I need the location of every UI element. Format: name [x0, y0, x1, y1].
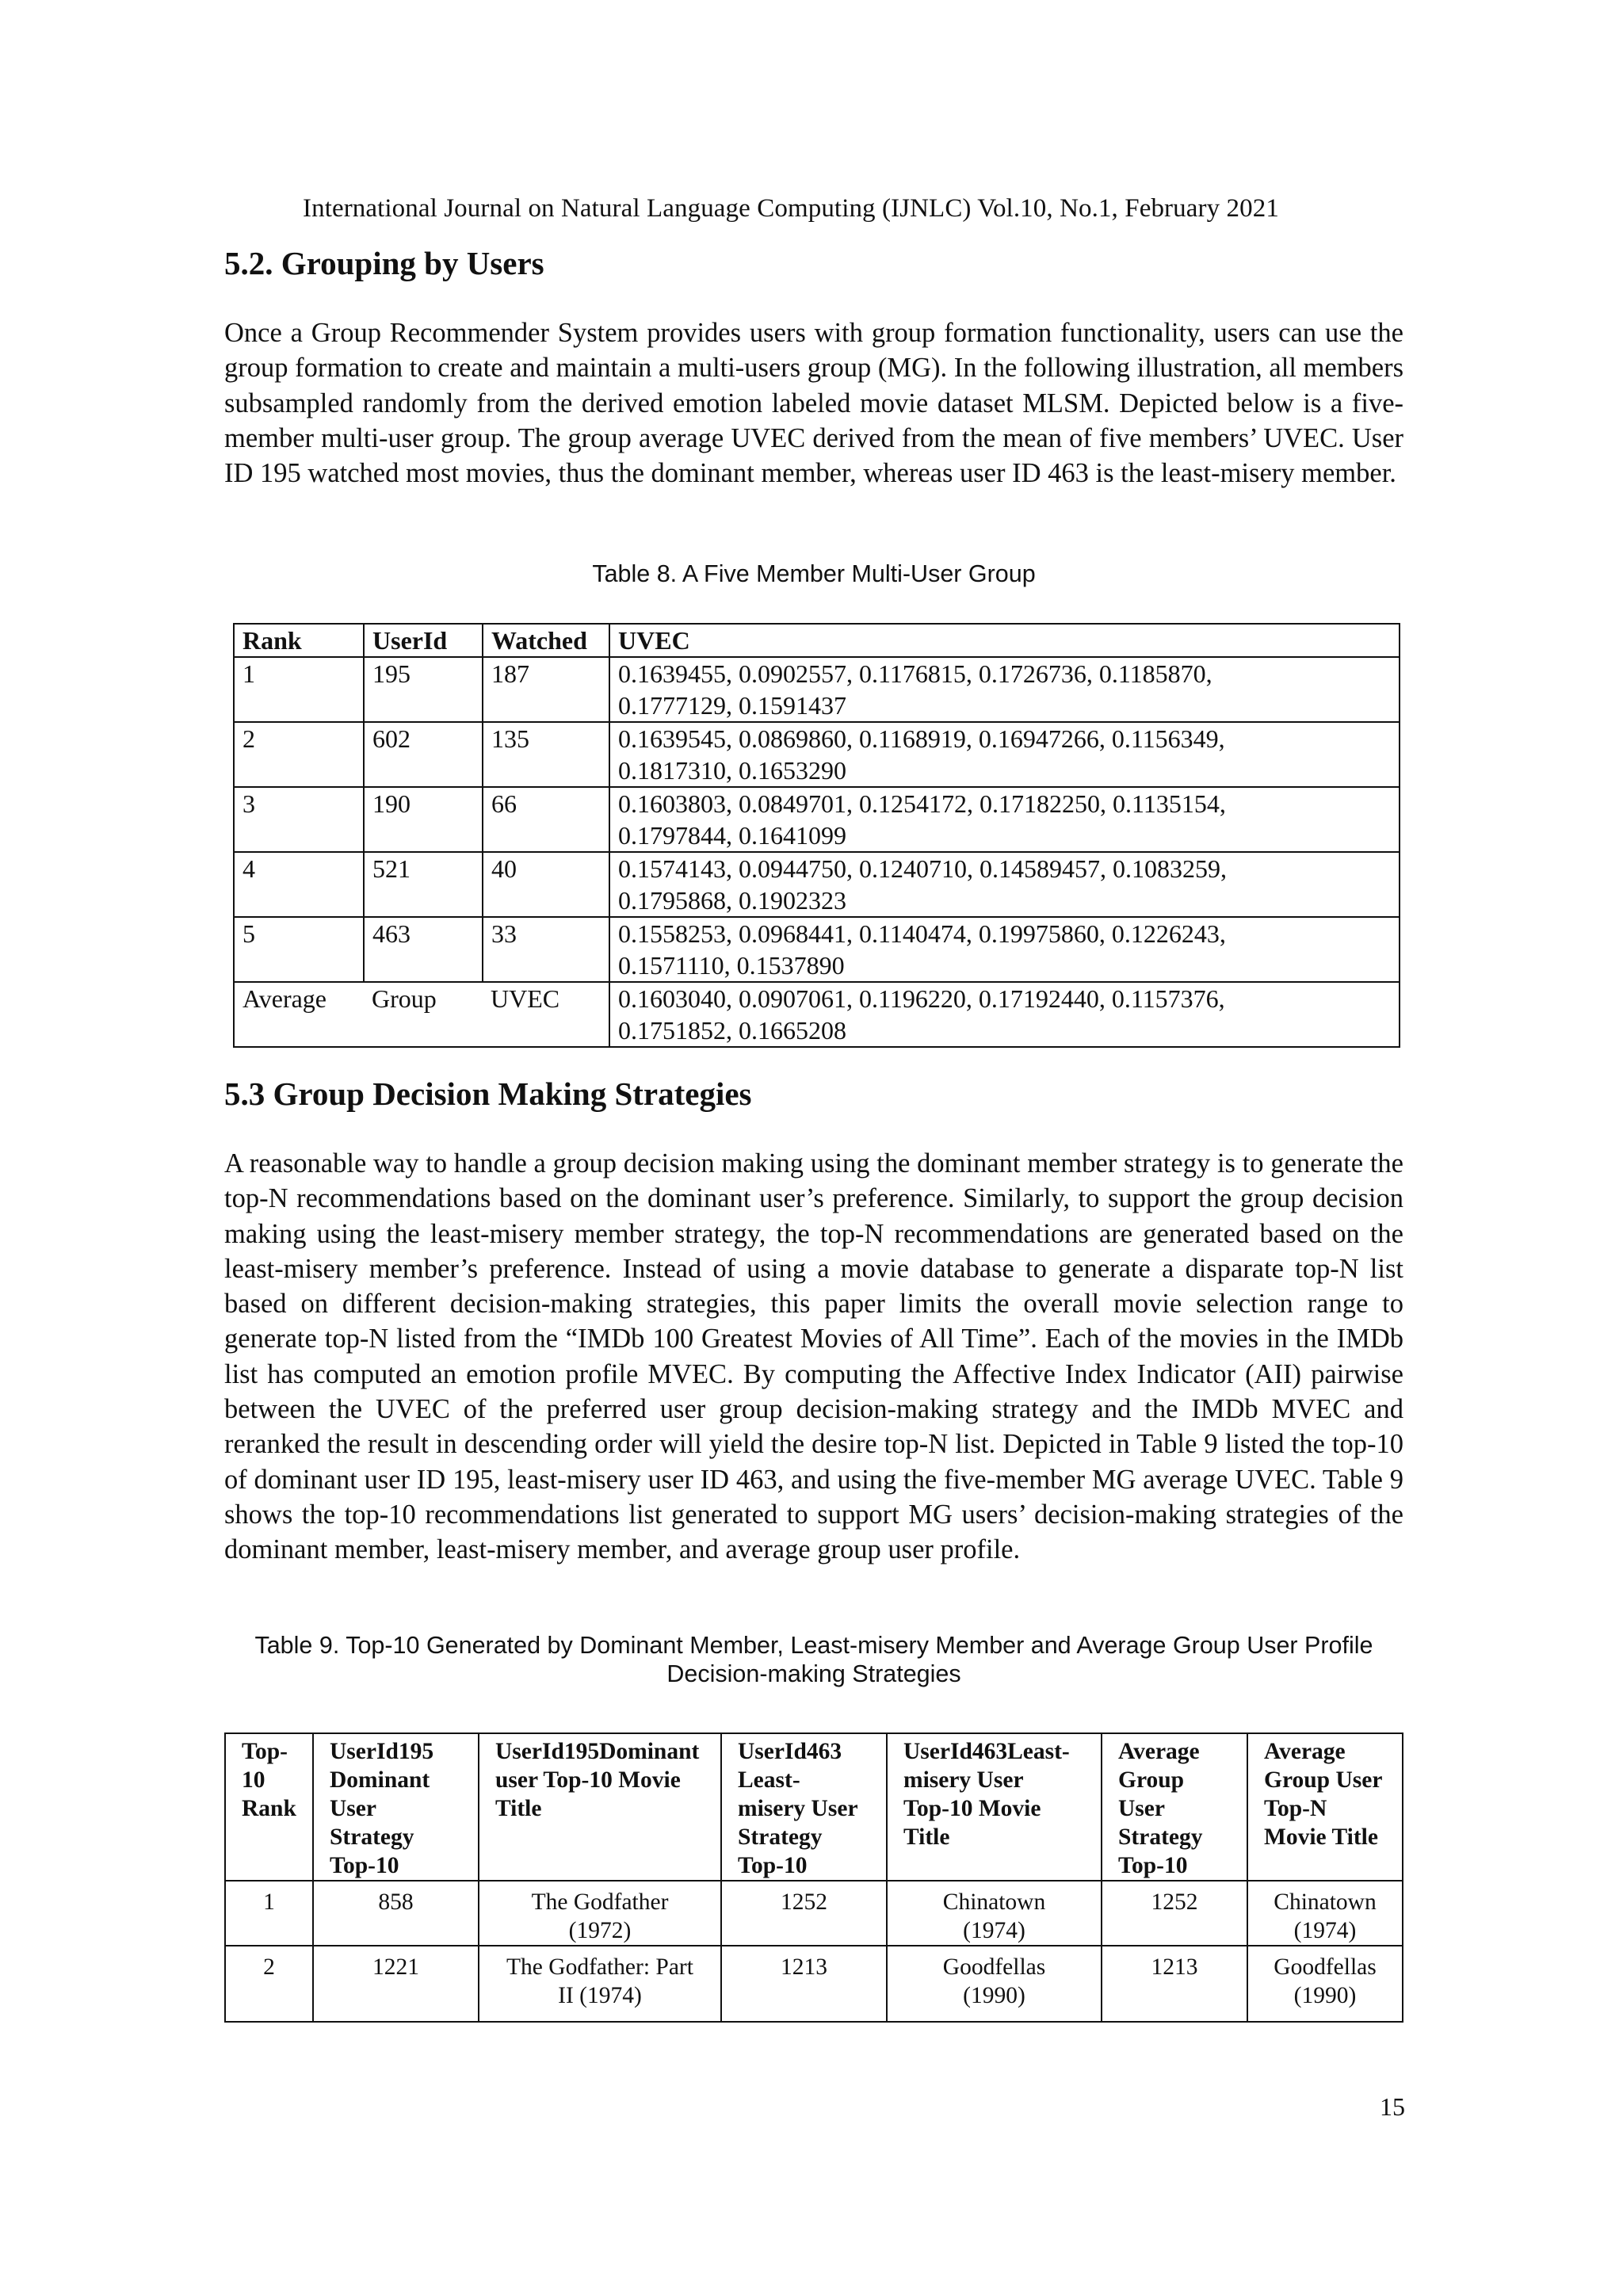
title-line: The Godfather: Part	[506, 1954, 693, 1980]
header-line: UserId463	[738, 1739, 842, 1764]
table9-caption-line: Decision-making Strategies	[666, 1660, 961, 1687]
header-line: Strategy	[1118, 1824, 1203, 1850]
header-line: User	[1118, 1796, 1165, 1821]
title-line: (1990)	[1293, 1983, 1357, 2008]
uvec-line: 0.1639455, 0.0902557, 0.1176815, 0.1726736, 0.1185870,	[618, 659, 1212, 688]
header-line: Title	[495, 1796, 542, 1821]
uvec-line: 0.1751852, 0.1665208	[618, 1016, 846, 1045]
title-line: (1990)	[963, 1983, 1025, 2008]
paragraph-grouping-by-users: Once a Group Recommender System provides users with group formation functionality, users can use the group formation to create and maintain a multi-users group (MG). In the following illustration, all members subsampled randomly from the derived emotion labeled movie dataset MLSM. Depicted below is a five-member multi-user group. The group average UVEC derived from the mean of five members’ UVEC. User ID 195 watched most movies, thus the dominant member, whereas user ID 463 is the least-misery member.	[224, 318, 1403, 489]
header-line: Top-10	[1118, 1853, 1188, 1878]
table8-header-rank: Rank	[234, 624, 364, 657]
header-line: UserId463Least-	[903, 1739, 1070, 1764]
uvec-line: 0.1574143, 0.0944750, 0.1240710, 0.14589457, 0.1083259,	[618, 854, 1227, 883]
table8-cell-watched: 66	[483, 787, 609, 852]
title-line: II (1974)	[558, 1983, 642, 2008]
table-row	[225, 1946, 1403, 2022]
header-line: UserId195Dominant	[495, 1739, 700, 1764]
table9-cell-average-title	[1247, 1881, 1403, 1946]
table9-cell-least-misery-id: 1252	[721, 1881, 887, 1946]
title-line: Goodfellas	[942, 1954, 1046, 1980]
title-line: Chinatown	[942, 1889, 1046, 1915]
table8-cell-watched: 135	[483, 722, 609, 787]
table9-cell-least-misery-id: 1213	[721, 1946, 887, 2022]
header-line: Least-	[738, 1767, 800, 1793]
title-line: (1974)	[963, 1918, 1025, 1943]
table9-header-row	[225, 1733, 1403, 1881]
table9-header-average-strategy	[1102, 1733, 1247, 1881]
table8-cell-rank: 4	[234, 852, 364, 917]
running-header: International Journal on Natural Language Computing (IJNLC) Vol.10, No.1, February 2021	[303, 194, 1279, 223]
table8	[233, 623, 1400, 1048]
uvec-line: 0.1777129, 0.1591437	[618, 691, 846, 720]
header-line: user Top-10 Movie	[495, 1767, 681, 1793]
table8-cell-uvec	[609, 722, 1400, 787]
table8-cell-userid: 463	[364, 917, 483, 982]
table8-cell-rank: 5	[234, 917, 364, 982]
table9-header-dominant-title	[479, 1733, 721, 1881]
header-line: Strategy	[330, 1824, 414, 1850]
table8-cell-uvec	[609, 982, 1400, 1047]
header-line: misery User	[738, 1796, 858, 1821]
uvec-line: 0.1817310, 0.1653290	[618, 756, 846, 785]
table9-cell-average-id: 1252	[1102, 1881, 1247, 1946]
table8-header-userid: UserId	[364, 624, 483, 657]
table9-header-dominant-strategy	[313, 1733, 479, 1881]
header-line: 10	[242, 1767, 265, 1793]
table8-cell-uvec	[609, 852, 1400, 917]
table8-average-label: Average	[234, 982, 364, 1047]
header-line: misery User	[903, 1767, 1024, 1793]
title-line: Goodfellas	[1274, 1954, 1377, 1980]
section-heading-5-3: 5.3 Group Decision Making Strategies	[224, 1075, 752, 1112]
page-number: 15	[1380, 2092, 1405, 2121]
paragraph-group-decision-making: A reasonable way to handle a group decision making using the dominant member strategy is to generate the top-N recommendations based on the dominant user’s preference. Similarly, to support the group decision making using the least-misery member strategy, the top-N recommendations are generated based on the least-misery member’s preference. Instead of using a movie database to generate a disparate top-N list based on different decision-making strategies, this paper limits the overall movie selection range to generate top-N listed from the “IMDb 100 Greatest Movies of All Time”. Each of the movies in the IMDb list has computed an emotion profile MVEC. By computing the Affective Index Indicator (AII) pairwise between the UVEC of the preferred user group decision-making strategy and the IMDb MVEC and reranked the result in descending order will yield the desire top-N list. Depicted in Table 9 listed the top-10 of dominant user ID 195, least-misery user ID 463, and using the five-member MG average UVEC. Table 9 shows the top-10 recommendations list generated to support MG users’ decision-making strategies of the dominant member, least-misery member, and average group user profile.	[224, 1148, 1403, 1565]
header-line: Top-	[242, 1739, 288, 1764]
title-line: (1972)	[568, 1918, 632, 1943]
table9-header-least-misery-title	[887, 1733, 1102, 1881]
table9-cell-dominant-id: 858	[313, 1881, 479, 1946]
table9-cell-average-title	[1247, 1946, 1403, 2022]
header-line: Dominant	[330, 1767, 430, 1793]
table9-cell-dominant-title	[479, 1946, 721, 2022]
header-line: User	[330, 1796, 376, 1821]
table-row	[234, 657, 1400, 722]
uvec-line: 0.1797844, 0.1641099	[618, 821, 846, 850]
table8-cell-watched: 40	[483, 852, 609, 917]
table8-cell-userid: 602	[364, 722, 483, 787]
header-line: UserId195	[330, 1739, 434, 1764]
header-line: Rank	[242, 1796, 296, 1821]
table9-cell-least-misery-title	[887, 1881, 1102, 1946]
table9-header-least-misery-strategy	[721, 1733, 887, 1881]
table9-cell-dominant-title	[479, 1881, 721, 1946]
header-line: Average	[1264, 1739, 1346, 1764]
table8-cell-watched: 33	[483, 917, 609, 982]
table9	[224, 1733, 1403, 2023]
uvec-line: 0.1558253, 0.0968441, 0.1140474, 0.19975860, 0.1226243,	[618, 919, 1226, 948]
table8-cell-uvec	[609, 657, 1400, 722]
table8-group-label: Group	[364, 982, 483, 1047]
title-line: (1974)	[1293, 1918, 1357, 1943]
table8-cell-userid: 521	[364, 852, 483, 917]
header-line: Group User	[1264, 1767, 1383, 1793]
uvec-line: 0.1603803, 0.0849701, 0.1254172, 0.17182250, 0.1135154,	[618, 789, 1226, 818]
table-row	[234, 787, 1400, 852]
table8-uvec-label: UVEC	[483, 982, 609, 1047]
uvec-line: 0.1639545, 0.0869860, 0.1168919, 0.16947266, 0.1156349,	[618, 724, 1225, 753]
table8-cell-watched: 187	[483, 657, 609, 722]
uvec-line: 0.1571110, 0.1537890	[618, 951, 845, 980]
table9-caption-line: Table 9. Top-10 Generated by Dominant Member, Least-misery Member and Average Group User Profile	[254, 1632, 1373, 1659]
table8-cell-userid: 190	[364, 787, 483, 852]
table9-cell-least-misery-title	[887, 1946, 1102, 2022]
table9-cell-dominant-id: 1221	[313, 1946, 479, 2022]
title-line: The Godfather	[531, 1889, 669, 1915]
table-row	[234, 917, 1400, 982]
table8-cell-rank: 1	[234, 657, 364, 722]
table9-caption	[224, 1631, 1403, 1688]
title-line: Chinatown	[1274, 1889, 1377, 1915]
table9-header-average-title	[1247, 1733, 1403, 1881]
section-heading-5-2: 5.2. Grouping by Users	[224, 245, 544, 281]
header-line: Top-10	[738, 1853, 808, 1878]
table-row	[225, 1881, 1403, 1946]
header-line: Average	[1118, 1739, 1200, 1764]
table9-cell-rank: 1	[225, 1881, 313, 1946]
table8-average-row	[234, 982, 1400, 1047]
table8-header-watched: Watched	[483, 624, 609, 657]
table9-cell-rank: 2	[225, 1946, 313, 2022]
table8-cell-rank: 2	[234, 722, 364, 787]
header-line: Movie Title	[1264, 1824, 1378, 1850]
table8-caption: Table 8. A Five Member Multi-User Group	[592, 560, 1036, 587]
uvec-line: 0.1603040, 0.0907061, 0.1196220, 0.17192440, 0.1157376,	[618, 984, 1225, 1013]
table-row	[234, 852, 1400, 917]
table8-cell-uvec	[609, 787, 1400, 852]
uvec-line: 0.1795868, 0.1902323	[618, 886, 846, 915]
table8-cell-uvec	[609, 917, 1400, 982]
table9-cell-average-id: 1213	[1102, 1946, 1247, 2022]
header-line: Top-10 Movie	[903, 1796, 1041, 1821]
table8-header-row	[234, 624, 1400, 657]
header-line: Top-N	[1264, 1796, 1327, 1821]
header-line: Title	[903, 1824, 950, 1850]
table-row	[234, 722, 1400, 787]
table8-cell-rank: 3	[234, 787, 364, 852]
header-line: Top-10	[330, 1853, 399, 1878]
table9-header-rank	[225, 1733, 313, 1881]
table8-cell-userid: 195	[364, 657, 483, 722]
header-line: Strategy	[738, 1824, 823, 1850]
header-line: Group	[1118, 1767, 1185, 1793]
table8-header-uvec: UVEC	[609, 624, 1400, 657]
